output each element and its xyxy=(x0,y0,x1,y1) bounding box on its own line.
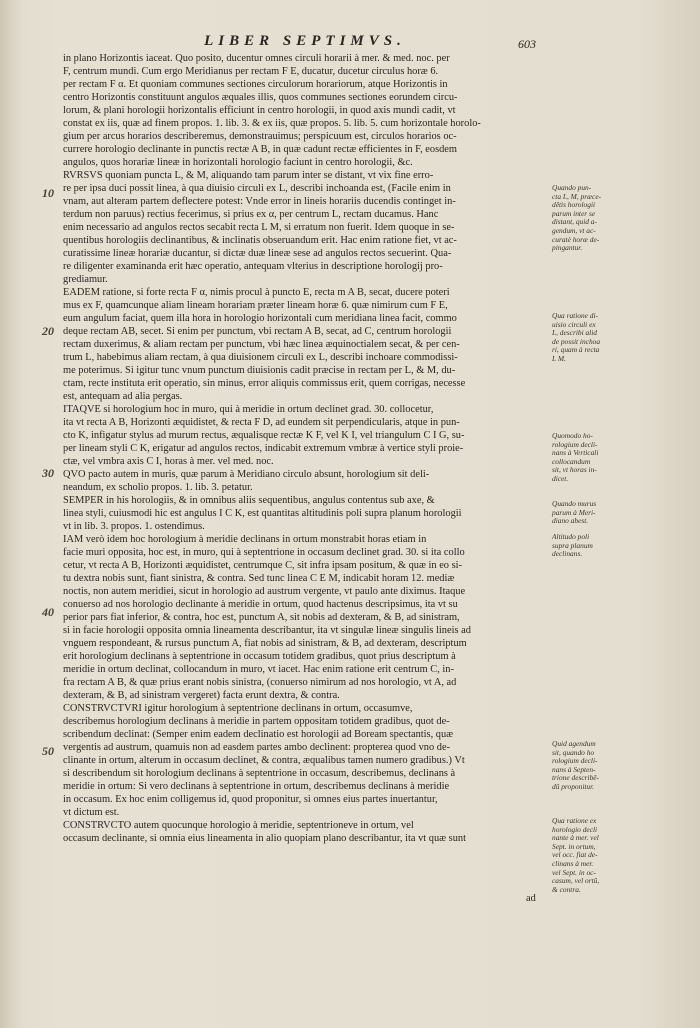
margin-note-line: supra planum xyxy=(552,540,593,550)
text-line: CONSTRVCTO autem quocunque horologio à meridie, septentrioneve in ortum, vel xyxy=(63,820,414,831)
catchword: ad xyxy=(526,893,536,904)
margin-note xyxy=(552,817,618,894)
text-line: trum L, habebimus aliam rectam, à qua diuisionem circuli ex L, describi inchoare commodissi- xyxy=(63,352,458,363)
line-number: 40 xyxy=(42,605,54,619)
margin-note-line: ri, quam à recta xyxy=(552,345,600,355)
margin-note-line: rologium decli- xyxy=(552,756,598,766)
running-title: LIBER SEPTIMVS. xyxy=(204,33,406,49)
text-line: ctam, recte instituta erit operatio, sin minus, error aliquis commissus erit, quem corrigas, necesse xyxy=(63,378,466,389)
text-line: occasum declinante, si omnia eius lineamenta in alio quopiam plano describantur, ita vt quæ sunt xyxy=(63,833,466,844)
text-line: per lineam styli C K, erigatur ad angulos rectos, indicabit extremum vmbræ à vertice styli proie- xyxy=(63,443,464,454)
margin-note-line: parum inter se xyxy=(552,208,596,218)
text-line: facie muri opposita, hoc est, in muro, qui à septentrione in occasum declinet grad. 30. si ita collo xyxy=(63,547,465,558)
main-text xyxy=(63,52,547,845)
margin-note-line: clinans à mer. xyxy=(552,858,594,868)
text-line: mus ex F, quamcunque aliam lineam horariam præter lineam horæ 6. quæ nimirum cum F E, xyxy=(63,300,448,311)
text-line: tu dextra nobis sunt, fiant sinistra, & contra. Sed tunc linea C E M, indicabit horam 12. mediæ xyxy=(63,573,455,584)
text-line: conuerso ad nos horologio declinante à meridie in ortum, quod hactenus descripsimus, ita vt su xyxy=(63,599,458,610)
margin-note-line: dicet. xyxy=(552,473,569,483)
text-line: eum angulum faciat, quem illa hora in horologio horizontali cum meridiana linea facit, commo xyxy=(63,313,457,324)
margin-note-line: nans à Septen- xyxy=(552,764,596,774)
text-line: si in facie horologii opposita omnia lineamenta describantur, ita vt singulæ lineæ singulis lineis ad xyxy=(63,625,471,636)
text-line: vnam, aut alteram partem deflectere potest: Vnde error in lineis horariis ducendis continget in- xyxy=(63,196,456,207)
margin-note-line: Altitudo poli xyxy=(552,532,590,541)
text-line: cetur, vt recta A B, Horizonti æquidistet, centrumque C, sit infra ipsam positum, & quæ in eo si- xyxy=(63,560,462,571)
text-line: SEMPER in his horologiis, & in omnibus aliis sequentibus, angulus contentus sub axe, & xyxy=(63,495,435,506)
text-line: vt in lib. 3. propos. 1. ostendimus. xyxy=(63,521,205,532)
text-line: vergentis ad austrum, quamuis non ad easdem partes ambo declinent: propterea quod vno de- xyxy=(63,742,451,753)
text-line: meridie in ortum: Si vero declinans à septentrione in ortum, describemus declinans à meridie xyxy=(63,781,450,792)
margin-note xyxy=(552,432,618,484)
text-line: CONSTRVCTVRI igitur horologium à septentrione declinans in ortum, occasumve, xyxy=(63,703,413,714)
margin-note-line: L, describi alid xyxy=(552,328,597,338)
margin-note-line: collocandum xyxy=(552,456,591,466)
text-line: IAM verò idem hoc horologium à meridie declinans in ortum monstrabit horas etiam in xyxy=(63,534,427,545)
text-line: grediamur. xyxy=(63,274,108,285)
line-number: 10 xyxy=(42,186,54,200)
text-line: linea styli, cuiusmodi hic est angulus I C K, est quantitas altitudinis poli supra planum horologii xyxy=(63,508,462,519)
margin-note-line: Quando pun- xyxy=(552,183,592,192)
margin-note-line: dū proponitur. xyxy=(552,781,595,791)
text-line: currere horologio declinante in punctis rectæ A B, in quæ cadunt rectæ efficientes in F, eosdem xyxy=(63,144,458,155)
margin-note-line: vel occ. fiat de- xyxy=(552,850,598,860)
margin-note-line: parum à Meri- xyxy=(552,507,596,517)
text-line: dexteram, & B, ad sinistram vergeret) facta erunt dextra, & contra. xyxy=(63,690,340,701)
text-line: constat ex iis, quæ ad finem propos. 1. lib. 3. & ex iis, quæ propos. 5. lib. 5. cum horizontale horolo- xyxy=(63,118,481,129)
text-line: describemus horologium declinans à meridie in partem oppositam totidem gradibus, quot de- xyxy=(63,716,450,727)
line-number: 20 xyxy=(42,324,54,338)
text-line: rectam duxerimus, & aliam rectam per punctum, vbi hæc linea æquinoctialem secat, & per cen- xyxy=(63,339,460,350)
margin-note-line: curatè horæ de- xyxy=(552,234,600,244)
text-line: enim necessario ad angulos rectos secabit recta L M, si erratum non fuerit. Idem quoque in se- xyxy=(63,222,455,233)
margin-note-line: cta L, M, præce- xyxy=(552,191,602,201)
margin-note xyxy=(552,740,618,792)
margin-note-line: nans à Verticali xyxy=(552,448,599,458)
margin-note-line: diano abest. xyxy=(552,516,589,526)
margin-note-line: trione describē- xyxy=(552,773,599,783)
margin-note-line: horologio decli xyxy=(552,824,598,834)
text-line: vt dictum est. xyxy=(63,807,120,818)
text-line: QVO pacto autem in muris, quæ parum à Meridiano circulo absunt, horologium sit deli- xyxy=(63,469,430,480)
text-line: per rectam F α. Et quoniam communes sectiones circulorum horariorum, atque Horizontis in xyxy=(63,79,448,90)
text-line: ctæ, vel vmbra axis C I, horas à mer. vel med. noc. xyxy=(63,456,274,467)
text-line: quentibus horologiis declinantibus, & inclinatis obseruandum erit. Hac enim ratione fiet, vt ac- xyxy=(63,235,457,246)
margin-note-line: & contra. xyxy=(552,884,581,894)
line-number: 30 xyxy=(42,466,54,480)
text-line: RVRSVS quoniam puncta L, & M, aliquando tam parum inter se distant, vt vix fine erro- xyxy=(63,170,434,181)
margin-note-line: Quando murus xyxy=(552,499,597,508)
margin-note-line: Sept. in ortum, xyxy=(552,841,596,851)
margin-note-line: Quomodo ho- xyxy=(552,431,593,440)
text-line: cto K, infigatur stylus ad murum rectus, æqualisque rectæ K F, vel K I, vel triangulum C I G, su- xyxy=(63,430,465,441)
margin-note-line: vel Sept. in oc- xyxy=(552,867,596,877)
text-line: re per ipsa duci possit linea, à qua diuisio circuli ex L, describi inchoanda est, (Facile enim in xyxy=(63,183,451,194)
margin-note-line: pingantur. xyxy=(552,243,583,253)
text-line: lorum, & plani horologii horizontalis efficiunt in centro horologii, in quod axis mundi cadit, vt xyxy=(63,105,456,116)
margin-note-line: declinans. xyxy=(552,549,583,559)
text-line: scribendum declinat: (Semper enim eadem declinatio est horologii ad Boream spectantis, quæ xyxy=(63,729,454,740)
margin-note-line: L M. xyxy=(552,353,566,363)
text-line: erit horologium declinans à septentrione in occasum totidem gradibus, quot prius descriptum à xyxy=(63,651,456,662)
text-line: EADEM ratione, si forte recta F α, nimis procul à puncto E, recta m A B, secat, ducere poteri xyxy=(63,287,450,298)
text-line: perior pars fiat inferior, & contra, hoc est, punctum A, sit nobis ad dexteram, & B, ad sinistram, xyxy=(63,612,460,623)
margin-note-line: de possit inchoa xyxy=(552,336,601,346)
margin-note-line: Quid agendum xyxy=(552,739,596,748)
margin-note-line: nante à mer. vel xyxy=(552,833,599,843)
text-line: curatissime lineæ horariæ ducantur, si dictæ duæ lineæ sese ad angulos rectos secuerint. Qua- xyxy=(63,248,452,259)
text-line: in occasum. Ex hoc enim colligemus id, quod proponitur, si omnes eius partes inuertantur, xyxy=(63,794,438,805)
page-number: 603 xyxy=(518,37,536,51)
line-number: 50 xyxy=(42,744,54,758)
text-line: neandum, ex scholio propos. 1. lib. 3. petatur. xyxy=(63,482,253,493)
text-line: F, centrum mundi. Cum ergo Meridianus per rectam F E, ducatur, ducetur circulus horæ 6. xyxy=(63,66,439,77)
margin-note xyxy=(552,533,618,559)
text-line: clinante in ortum, alterum in occasum declinet, & contra, æqualibus tamen numero gradibus.) Vt xyxy=(63,755,465,766)
text-line: angulos, quos horariæ lineæ in horizontali horologio faciunt in centro horologii, &c. xyxy=(63,157,413,168)
margin-note xyxy=(552,500,618,526)
margin-note-line: casum, vel ortū, xyxy=(552,876,600,886)
text-line: fra rectam A B, & quæ prius erant nobis sinistra, (conuerso nimirum ad nos horologio, vt A, ad xyxy=(63,677,457,688)
text-line: noctis, non autem meridiei, sicut in horologio ad austrum vergente, vt paulo ante diximus. Itaque xyxy=(63,586,466,597)
text-line: si describendum sit horologium declinans à septentrione in occasum, describemus, declinans à xyxy=(63,768,456,779)
text-line: vnguem respondeant, & rursus punctum A, fiat nobis ad sinistram, & B, ad dexteram, descriptum xyxy=(63,638,467,649)
margin-note xyxy=(552,184,618,253)
margin-note xyxy=(552,312,618,364)
margin-note-line: uisio circuli ex xyxy=(552,319,596,329)
text-line: meridie in ortum declinat, collocandum in muro, vt iacet. Hac enim ratione erit centrum C, in- xyxy=(63,664,454,675)
text-line: gium per arcus horarios describeremus, demonstrauimus; perspicuum est, circulos horarios oc- xyxy=(63,131,457,142)
margin-note-line: sit, vt horas in- xyxy=(552,465,597,475)
margin-note-line: Qua ratione ex xyxy=(552,816,597,825)
text-line: deque rectam AB, secet. Si enim per punctum, vbi rectam A B, secat, ad C, centrum horologii xyxy=(63,326,452,337)
text-line: ita vt recta A B, Horizonti æquidistet, & recta F D, ad eundem sit perpendicularis, atque in pun- xyxy=(63,417,460,428)
text-line: terdum non paruus) rectius fecerimus, si prius ex α, per centrum L, rectam ducamus. Hanc xyxy=(63,209,439,220)
text-line: ITAQVE si horologium hoc in muro, qui à meridie in ortum declinet grad. 30. collocetur, xyxy=(63,404,434,415)
text-line: re diligenter examinanda erit hæc operatio, antequam vlterius in descriptione horologij pro- xyxy=(63,261,443,272)
margin-note-line: dētis horologii xyxy=(552,200,596,210)
margin-note-line: distant, quid a- xyxy=(552,217,597,227)
margin-note-line: sit, quando ho xyxy=(552,747,595,757)
text-line: in plano Horizontis iaceat. Quo posito, ducentur omnes circuli horarii à mer. & med. noc. per xyxy=(63,53,450,64)
text-line: est, antequam ad alia pergas. xyxy=(63,391,183,402)
margin-note-line: rologium decli- xyxy=(552,439,598,449)
text-line: me poterimus. Si igitur tunc vnum punctum diuisionis cadit præcise in rectam per L, & M, du- xyxy=(63,365,456,376)
margin-note-line: gendum, vt ac- xyxy=(552,225,596,235)
margin-note-line: Qua ratione di- xyxy=(552,311,598,320)
text-line: centro Horizontis constituunt angulos æquales illis, quos communes sectiones eorundem circu- xyxy=(63,92,458,103)
page-header xyxy=(0,33,700,53)
